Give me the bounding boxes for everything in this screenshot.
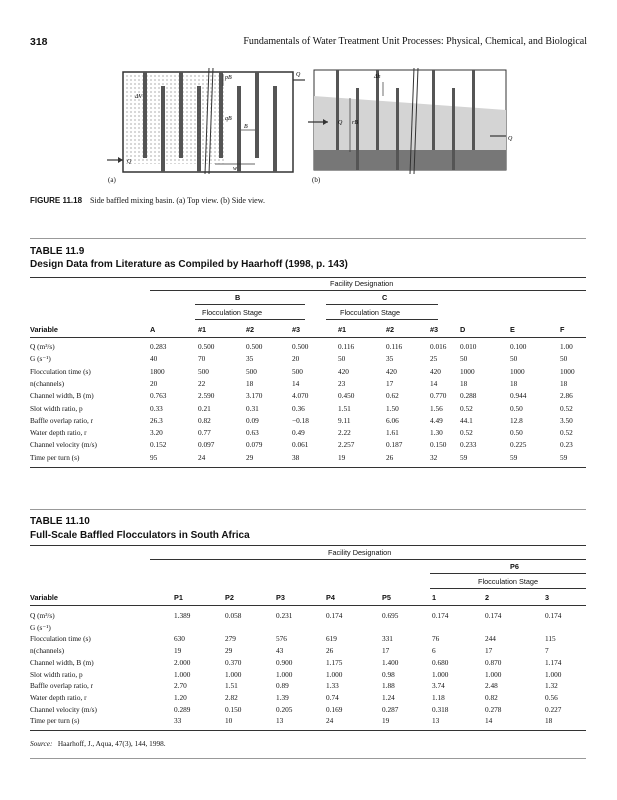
figure-caption-label: FIGURE 11.18 [30, 196, 83, 205]
table-cell: 115 [545, 634, 556, 644]
table-cell: 1.400 [382, 657, 399, 667]
table-cell: 25 [430, 354, 438, 364]
table-cell: 35 [386, 354, 394, 364]
table-cell: 0.283 [150, 342, 167, 351]
table-cell: 0.169 [326, 704, 343, 714]
table-cell: 3.170 [246, 391, 263, 401]
table2-title: Full-Scale Baffled Flocculators in South Africa [30, 530, 250, 541]
table-cell: 619 [326, 634, 337, 644]
table-cell: 14 [485, 716, 493, 726]
table-cell: 3.74 [432, 681, 445, 691]
table-cell: 50 [460, 354, 468, 364]
table-cell: 95 [150, 452, 158, 462]
source-text: Haarhoff, J., Aqua, 47(3), 144, 1998. [57, 739, 166, 748]
table-cell: 6 [432, 646, 436, 656]
column-header: P2 [225, 593, 234, 602]
table-cell: 0.09 [246, 415, 259, 425]
table-row [30, 623, 586, 633]
table-cell: 2.000 [174, 657, 191, 667]
table-cell: 0.52 [460, 428, 473, 438]
table-cell: 1.33 [326, 681, 339, 691]
symbol-Q-side-in: Q [338, 120, 343, 126]
row-label: Water depth ratio, r [30, 692, 87, 702]
table1-top-rule [30, 238, 586, 239]
figure-caption [30, 196, 265, 205]
table1-group-C: C [382, 293, 388, 302]
figure-label-a: (a) [108, 176, 116, 184]
table1-label: TABLE 11.9 [30, 246, 85, 257]
table-row [30, 693, 586, 703]
row-label: Baffle overlap ratio, r [30, 681, 94, 691]
table2-source [30, 739, 166, 748]
table-cell: 331 [382, 634, 393, 644]
table-cell: 24 [198, 452, 206, 462]
table-cell: 50 [338, 354, 346, 364]
table-cell: 0.174 [326, 611, 343, 620]
table-row [30, 646, 586, 656]
row-label: Slot width ratio, p [30, 403, 83, 413]
table-cell: 0.116 [386, 342, 403, 351]
table-cell: 1.000 [485, 669, 502, 679]
table-row [30, 705, 586, 715]
table1 [30, 277, 586, 487]
table2-label: TABLE 11.10 [30, 516, 90, 527]
table-cell: 1.30 [430, 428, 443, 438]
column-header: P3 [276, 593, 285, 602]
table-cell: 0.187 [386, 440, 403, 450]
table-cell: 0.010 [460, 342, 477, 351]
table-cell: 1.88 [382, 681, 395, 691]
table-cell: 0.100 [510, 342, 527, 351]
table-cell: 59 [460, 452, 468, 462]
symbol-pB: pB [225, 75, 232, 81]
row-label: G (s⁻¹) [30, 622, 51, 632]
row-label: n(channels) [30, 378, 65, 388]
table-cell: 0.944 [510, 391, 527, 401]
table-cell: 0.89 [276, 681, 289, 691]
table-cell: 19 [382, 716, 390, 726]
column-header: #1 [338, 325, 347, 334]
symbol-deltaV: ΔV [135, 94, 143, 100]
column-header: #1 [198, 325, 207, 334]
column-header: #3 [292, 325, 301, 334]
table-cell: 50 [510, 354, 518, 364]
column-header: A [150, 325, 156, 334]
column-header: Variable [30, 325, 58, 334]
row-label: Channel velocity (m/s) [30, 440, 97, 450]
table-cell: 40 [150, 354, 158, 364]
running-title: Fundamentals of Water Treatment Unit Processes: Physical, Chemical, and Biological [243, 36, 587, 47]
table-cell: 630 [174, 634, 185, 644]
table-cell: 18 [460, 378, 468, 388]
row-label: Channel width, B (m) [30, 657, 94, 667]
table-cell: 17 [386, 378, 394, 388]
table-cell: 1800 [150, 366, 165, 376]
symbol-rB: rB [352, 120, 358, 126]
table-cell: 576 [276, 634, 287, 644]
table-cell: 0.98 [382, 669, 395, 679]
table-cell: 26 [326, 646, 334, 656]
table-cell: 1.389 [174, 611, 191, 620]
table-cell: 0.288 [460, 391, 477, 401]
table-cell: 0.450 [338, 391, 355, 401]
table-cell: 500 [246, 366, 257, 376]
table-cell: 1.000 [225, 669, 242, 679]
table-cell: 19 [338, 452, 346, 462]
table-cell: 13 [276, 716, 284, 726]
table1-stage-C: Flocculation Stage [340, 308, 401, 317]
table-row [30, 379, 586, 389]
table-cell: 0.233 [460, 440, 477, 450]
table1-facility-designation: Facility Designation [330, 279, 394, 288]
table-cell: 1.20 [174, 692, 187, 702]
table-row [30, 611, 586, 621]
table-cell: 1000 [460, 366, 475, 376]
column-header: 3 [545, 593, 550, 602]
row-label: Q (m³/s) [30, 611, 55, 620]
table-cell: 0.870 [485, 657, 502, 667]
table-cell: 29 [225, 646, 233, 656]
table-cell: 1.18 [432, 692, 445, 702]
table-cell: 1.51 [225, 681, 238, 691]
table-cell: −0.18 [292, 415, 309, 425]
table-cell: 1.000 [276, 669, 293, 679]
table-cell: 6.06 [386, 415, 399, 425]
table-cell: 2.70 [174, 681, 187, 691]
table-cell: 0.016 [430, 342, 447, 351]
table-row [30, 342, 586, 352]
column-header: #2 [386, 325, 395, 334]
bottom-rule [30, 758, 586, 759]
table-row [30, 354, 586, 364]
table-cell: 0.152 [150, 440, 167, 450]
table-cell: 23 [338, 378, 346, 388]
table-cell: 1.56 [430, 403, 443, 413]
table-cell: 20 [150, 378, 158, 388]
table-cell: 0.52 [560, 403, 573, 413]
table-cell: 0.318 [432, 704, 449, 714]
table-cell: 420 [386, 366, 397, 376]
table-cell: 0.227 [545, 704, 562, 714]
table2-column-headers [30, 593, 586, 603]
table-cell: 0.150 [430, 440, 447, 450]
row-label: Flocculation time (s) [30, 366, 91, 376]
row-label: Time per turn (s) [30, 716, 80, 726]
table-cell: 18 [545, 716, 553, 726]
table-row [30, 428, 586, 438]
table-cell: 43 [276, 646, 284, 656]
figure-caption-text: Side baffled mixing basin. (a) Top view. (b) Side view. [90, 196, 265, 205]
table-cell: 18 [510, 378, 518, 388]
table-cell: 0.225 [510, 440, 527, 450]
column-header: P5 [382, 593, 391, 602]
table-cell: 0.82 [198, 415, 211, 425]
table-cell: 1.000 [545, 669, 562, 679]
column-header: #3 [430, 325, 439, 334]
table-cell: 0.116 [338, 342, 355, 351]
table-row [30, 367, 586, 377]
row-label: Flocculation time (s) [30, 634, 91, 644]
figure-label-b: (b) [312, 176, 321, 184]
table-cell: 0.52 [460, 403, 473, 413]
table-cell: 4.49 [430, 415, 443, 425]
table-cell: 59 [560, 452, 568, 462]
table-cell: 0.52 [560, 428, 573, 438]
symbol-B: B [244, 124, 248, 130]
table-cell: 0.36 [292, 403, 305, 413]
table-cell: 1.175 [326, 657, 343, 667]
table-cell: 0.50 [510, 428, 523, 438]
table-cell: 0.174 [432, 611, 449, 620]
symbol-deltah: Δh [374, 74, 381, 80]
table-cell: 0.174 [485, 611, 502, 620]
table-cell: 7 [545, 646, 549, 656]
table2-facility-designation: Facility Designation [328, 548, 392, 557]
column-header: D [460, 325, 466, 334]
row-label: Slot width ratio, p [30, 669, 83, 679]
table-cell: 0.205 [276, 704, 293, 714]
symbol-Q-side-out: Q [508, 136, 513, 142]
table-cell: 0.370 [225, 657, 242, 667]
table-cell: 0.500 [198, 342, 215, 351]
table1-title: Design Data from Literature as Compiled by Haarhoff (1998, p. 143) [30, 259, 348, 270]
table-cell: 14 [430, 378, 438, 388]
table-cell: 0.278 [485, 704, 502, 714]
column-header: 1 [432, 593, 437, 602]
table-cell: 0.695 [382, 611, 399, 620]
table-cell: 0.231 [276, 611, 293, 620]
table-cell: 1.174 [545, 657, 562, 667]
table-cell: 1.000 [326, 669, 343, 679]
table-cell: 29 [246, 452, 254, 462]
table-cell: 0.289 [174, 704, 191, 714]
table2-group-P6: P6 [510, 562, 519, 571]
table-cell: 0.287 [382, 704, 399, 714]
table-cell: 420 [338, 366, 349, 376]
table-cell: 1.000 [432, 669, 449, 679]
table-row [30, 681, 586, 691]
symbol-Q-in: Q [127, 159, 132, 165]
table2-top-rule [30, 509, 586, 510]
table-cell: 3.50 [560, 415, 573, 425]
table-row [30, 440, 586, 450]
table-cell: 2.22 [338, 428, 351, 438]
table-cell: 0.77 [198, 428, 211, 438]
table-cell: 1000 [510, 366, 525, 376]
table-cell: 420 [430, 366, 441, 376]
table-cell: 59 [510, 452, 518, 462]
table-cell: 1.24 [382, 692, 395, 702]
table-row [30, 391, 586, 401]
row-label: Water depth ratio, r [30, 428, 87, 438]
table-cell: 1000 [560, 366, 575, 376]
symbol-qB: qB [225, 116, 232, 122]
table-cell: 0.63 [246, 428, 259, 438]
table-cell: 1.000 [174, 669, 191, 679]
table-cell: 3.20 [150, 428, 163, 438]
table-cell: 0.150 [225, 704, 242, 714]
table-cell: 0.061 [292, 440, 309, 450]
table-cell: 2.82 [225, 692, 238, 702]
table-cell: 1.51 [338, 403, 351, 413]
table-cell: 50 [560, 354, 568, 364]
page-number: 318 [30, 36, 48, 48]
table-row [30, 658, 586, 668]
table-cell: 0.770 [430, 391, 447, 401]
table-cell: 24 [326, 716, 334, 726]
symbol-Q-out: Q [296, 72, 301, 78]
table-cell: 12.8 [510, 415, 523, 425]
table-cell: 1.50 [386, 403, 399, 413]
table-cell: 0.079 [246, 440, 263, 450]
figure-top-view [105, 66, 305, 176]
table-cell: 2.257 [338, 440, 355, 450]
figure-side-view [308, 66, 518, 176]
table-row [30, 634, 586, 644]
table-cell: 0.058 [225, 611, 242, 620]
table1-column-headers [30, 325, 586, 335]
column-header: #2 [246, 325, 255, 334]
table-cell: 0.763 [150, 391, 167, 401]
table2 [30, 545, 586, 730]
table-cell: 35 [246, 354, 254, 364]
table-cell: 22 [198, 378, 206, 388]
table-cell: 0.82 [485, 692, 498, 702]
table-cell: 70 [198, 354, 206, 364]
table1-group-B: B [235, 293, 241, 302]
table-cell: 0.62 [386, 391, 399, 401]
table-cell: 18 [246, 378, 254, 388]
table2-stage: Flocculation Stage [478, 577, 539, 586]
table-cell: 500 [292, 366, 303, 376]
table-cell: 1.00 [560, 342, 573, 351]
table-cell: 38 [292, 452, 300, 462]
table-cell: 2.590 [198, 391, 215, 401]
column-header: 2 [485, 593, 490, 602]
table-cell: 0.74 [326, 692, 339, 702]
table-cell: 1.61 [386, 428, 399, 438]
column-header: F [560, 325, 565, 334]
table-cell: 4.070 [292, 391, 309, 401]
table-cell: 44.1 [460, 415, 473, 425]
table-row [30, 416, 586, 426]
table-cell: 17 [382, 646, 390, 656]
table-cell: 20 [292, 354, 300, 364]
table-cell: 26 [386, 452, 394, 462]
row-label: Time per turn (s) [30, 452, 80, 462]
table-row [30, 404, 586, 414]
table-cell: 1.32 [545, 681, 558, 691]
source-label: Source: [30, 739, 53, 748]
table-cell: 18 [560, 378, 568, 388]
row-label: Channel velocity (m/s) [30, 704, 97, 714]
table1-stage-B: Flocculation Stage [202, 308, 263, 317]
table-row [30, 453, 586, 463]
table-cell: 9.11 [338, 415, 351, 425]
table-cell: 13 [432, 716, 440, 726]
row-label: G (s⁻¹) [30, 354, 51, 364]
column-header: P4 [326, 593, 335, 602]
table-cell: 0.21 [198, 403, 211, 413]
row-label: Channel width, B (m) [30, 391, 94, 401]
table-cell: 76 [432, 634, 440, 644]
table-row [30, 670, 586, 680]
table-cell: 33 [174, 716, 182, 726]
table-cell: 2.48 [485, 681, 498, 691]
symbol-w: w [233, 166, 238, 172]
table-cell: 0.49 [292, 428, 305, 438]
column-header: Variable [30, 593, 58, 602]
table-cell: 19 [174, 646, 182, 656]
column-header: P1 [174, 593, 183, 602]
row-label: n(channels) [30, 646, 65, 656]
table-cell: 2.86 [560, 391, 573, 401]
table-cell: 0.900 [276, 657, 293, 667]
table-cell: 0.680 [432, 657, 449, 667]
table-cell: 10 [225, 716, 233, 726]
table-cell: 0.23 [560, 440, 573, 450]
table-cell: 244 [485, 634, 496, 644]
table-cell: 500 [198, 366, 209, 376]
table-cell: 279 [225, 634, 236, 644]
table-cell: 17 [485, 646, 493, 656]
table-cell: 0.33 [150, 403, 163, 413]
table-cell: 0.500 [246, 342, 263, 351]
table-cell: 0.31 [246, 403, 259, 413]
table-cell: 26.3 [150, 415, 163, 425]
table-cell: 0.174 [545, 611, 562, 620]
table-cell: 0.500 [292, 342, 309, 351]
table-cell: 32 [430, 452, 438, 462]
table-cell: 0.097 [198, 440, 215, 450]
table-row [30, 716, 586, 726]
row-label: Q (m³/s) [30, 342, 55, 351]
row-label: Baffle overlap ratio, r [30, 415, 94, 425]
table-cell: 0.56 [545, 692, 558, 702]
column-header: E [510, 325, 515, 334]
table-cell: 1.39 [276, 692, 289, 702]
table-cell: 14 [292, 378, 300, 388]
table-cell: 0.50 [510, 403, 523, 413]
